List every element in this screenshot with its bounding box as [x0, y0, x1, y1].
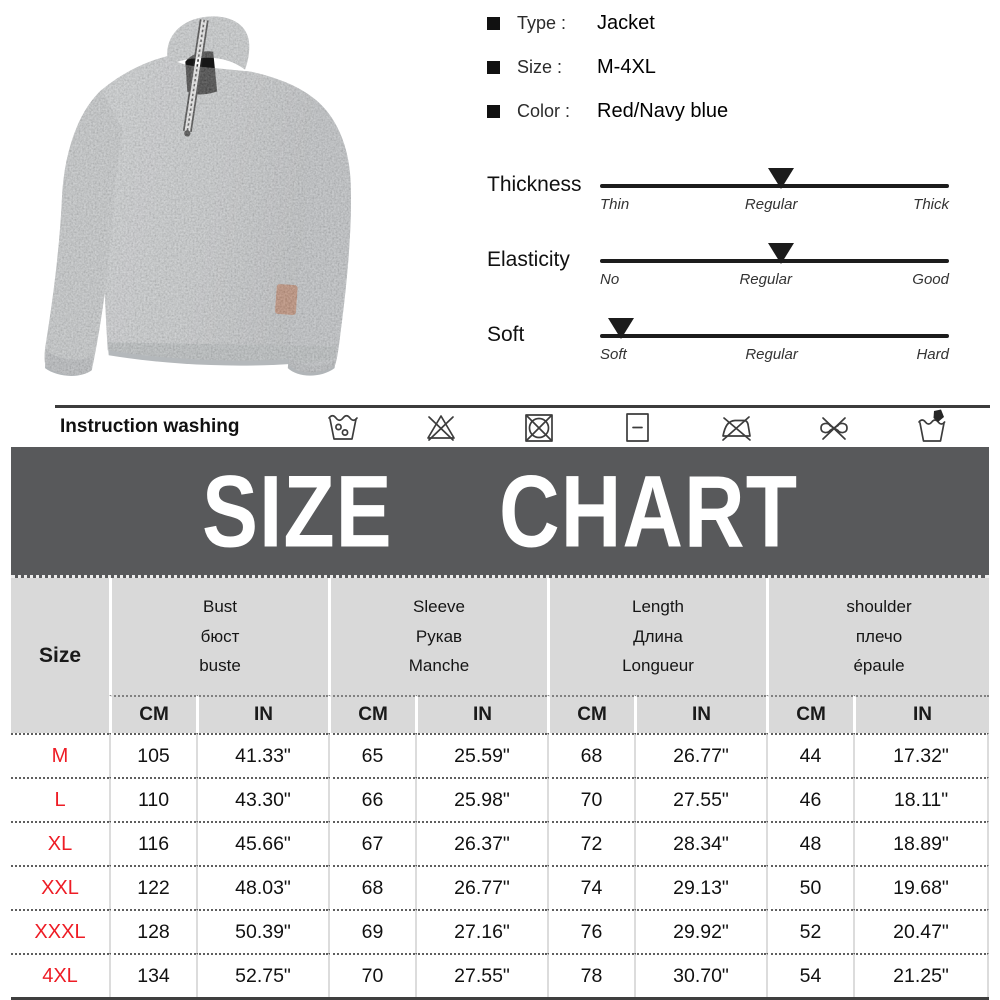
spec-value: Jacket [597, 12, 655, 34]
unit-header: CM [328, 695, 415, 733]
scale-line [600, 334, 949, 338]
unit-header: CM [109, 695, 196, 733]
unit-header: IN [196, 695, 328, 733]
column-label-en: shoulder [846, 596, 912, 616]
measurement-value: 116 [109, 821, 196, 865]
column-group-header [766, 578, 989, 695]
washing-label: Instruction washing [60, 416, 240, 437]
bullet-square-icon [487, 61, 500, 74]
measurement-value: 27.55" [634, 777, 766, 821]
measurement-value: 48 [766, 821, 853, 865]
column-label-ru: бюст [200, 626, 240, 646]
measurement-value: 41.33" [196, 733, 328, 777]
scale-row-elasticity [487, 241, 949, 316]
tick-label: Soft [600, 346, 627, 363]
scale-marker-icon [608, 318, 634, 339]
product-photo-sweater [28, 4, 470, 402]
size-chart-table [11, 578, 989, 1000]
measurement-value: 27.16" [415, 909, 547, 953]
measurement-value: 28.34" [634, 821, 766, 865]
measurement-value: 65 [328, 733, 415, 777]
measurement-value: 27.55" [415, 953, 547, 997]
washing-instructions [0, 408, 1000, 447]
column-label-fr: Longueur [622, 656, 694, 676]
tick-label: No [600, 271, 620, 288]
column-label-fr: buste [199, 656, 241, 676]
measurement-value: 110 [109, 777, 196, 821]
measurement-value: 72 [547, 821, 634, 865]
measurement-value: 66 [328, 777, 415, 821]
measurement-value: 122 [109, 865, 196, 909]
measurement-value: 134 [109, 953, 196, 997]
measurement-value: 30.70" [634, 953, 766, 997]
do-not-tumble-dry-icon [521, 409, 557, 445]
spec-value: M-4XL [597, 56, 656, 78]
measurement-value: 20.47" [853, 909, 989, 953]
measurement-value: 29.13" [634, 865, 766, 909]
column-group-header [547, 578, 766, 695]
measurement-value: 50 [766, 865, 853, 909]
measurement-value: 68 [328, 865, 415, 909]
hero-section [0, 0, 1000, 405]
scale-track [600, 316, 949, 391]
bullet-square-icon [487, 105, 500, 118]
unit-header: IN [853, 695, 989, 733]
scale-name: Thickness [487, 173, 582, 196]
column-label-en: Sleeve [413, 596, 465, 616]
measurement-value: 26.77" [415, 865, 547, 909]
row-size-label: L [11, 777, 109, 821]
tick-label: Regular [744, 196, 798, 213]
scale-name: Soft [487, 323, 525, 346]
row-size-label: XXXL [11, 909, 109, 953]
tick-label: Good [912, 271, 949, 288]
column-label-ru: плечо [855, 626, 903, 646]
spec-row-type [487, 8, 728, 39]
scale-ticks [600, 346, 949, 363]
measurement-value: 48.03" [196, 865, 328, 909]
do-not-bleach-icon [423, 409, 459, 445]
scale-track [600, 241, 949, 316]
column-group-header [109, 578, 328, 695]
measurement-value: 45.66" [196, 821, 328, 865]
measurement-value: 46 [766, 777, 853, 821]
measurement-value: 25.98" [415, 777, 547, 821]
spec-row-size [487, 52, 728, 83]
unit-header: CM [766, 695, 853, 733]
measurement-value: 50.39" [196, 909, 328, 953]
do-not-wring-icon [816, 409, 852, 445]
scale-row-soft [487, 316, 949, 391]
scale-ticks [600, 196, 949, 213]
measurement-value: 76 [547, 909, 634, 953]
measurement-value: 43.30" [196, 777, 328, 821]
scale-row-thickness [487, 166, 949, 241]
scale-track [600, 166, 949, 241]
tick-label: Thick [913, 196, 949, 213]
product-specs [487, 8, 728, 140]
measurement-value: 52.75" [196, 953, 328, 997]
measurement-value: 25.59" [415, 733, 547, 777]
size-chart-banner [11, 447, 989, 578]
tick-label: Regular [745, 346, 798, 363]
column-label-fr: Manche [408, 656, 470, 676]
measurement-value: 68 [547, 733, 634, 777]
spec-row-color [487, 96, 728, 127]
unit-header: IN [415, 695, 547, 733]
row-size-label: XL [11, 821, 109, 865]
hand-wash-icon [914, 409, 950, 445]
tick-label: Thin [600, 196, 630, 213]
size-corner-label: Size [11, 578, 109, 733]
measurement-value: 26.37" [415, 821, 547, 865]
column-group-header [328, 578, 547, 695]
washing-icons [325, 409, 950, 445]
scale-ticks [600, 271, 949, 288]
row-size-label: XXL [11, 865, 109, 909]
measurement-value: 69 [328, 909, 415, 953]
spec-label: Type : [517, 13, 567, 33]
measurement-value: 78 [547, 953, 634, 997]
unit-header: IN [634, 695, 766, 733]
dry-flat-icon [619, 409, 655, 445]
scale-marker-icon [768, 168, 794, 189]
size-chart-title: SIZE CHART [202, 453, 798, 568]
attribute-scales [487, 166, 949, 391]
column-label-ru: Рукав [415, 626, 463, 646]
do-not-iron-icon [718, 409, 754, 445]
column-label-en: Length [632, 596, 684, 616]
measurement-value: 18.89" [853, 821, 989, 865]
row-size-label: M [11, 733, 109, 777]
measurement-value: 70 [547, 777, 634, 821]
spec-value: Red/Navy blue [597, 100, 729, 122]
row-size-label: 4XL [11, 953, 109, 997]
bullet-square-icon [487, 17, 500, 30]
spec-label: Size : [517, 57, 563, 77]
unit-header: CM [547, 695, 634, 733]
measurement-value: 105 [109, 733, 196, 777]
spec-label: Color : [517, 101, 571, 121]
measurement-value: 18.11" [853, 777, 989, 821]
tick-label: Hard [916, 346, 949, 363]
measurement-value: 17.32" [853, 733, 989, 777]
measurement-value: 70 [328, 953, 415, 997]
measurement-value: 19.68" [853, 865, 989, 909]
measurement-value: 26.77" [634, 733, 766, 777]
measurement-value: 67 [328, 821, 415, 865]
scale-name: Elasticity [487, 248, 570, 271]
measurement-value: 29.92" [634, 909, 766, 953]
machine-wash-icon [325, 409, 361, 445]
measurement-value: 74 [547, 865, 634, 909]
measurement-value: 128 [109, 909, 196, 953]
measurement-value: 21.25" [853, 953, 989, 997]
measurement-value: 52 [766, 909, 853, 953]
tick-label: Regular [739, 271, 792, 288]
scale-marker-icon [768, 243, 794, 264]
column-label-fr: épaule [853, 656, 905, 676]
column-label-ru: Длина [633, 626, 683, 646]
measurement-value: 44 [766, 733, 853, 777]
measurement-value: 54 [766, 953, 853, 997]
column-label-en: Bust [202, 596, 238, 616]
